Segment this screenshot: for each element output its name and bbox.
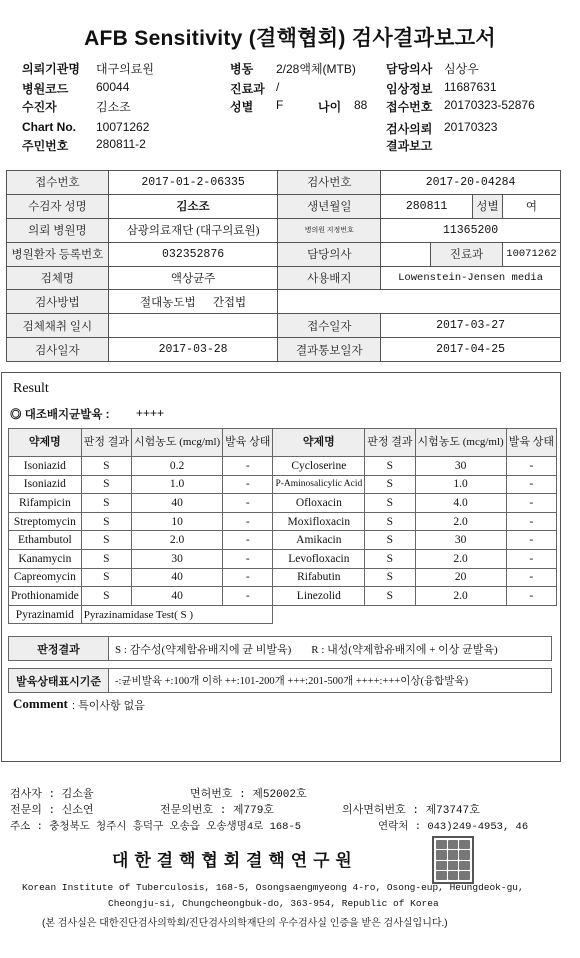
test-concentration: 2.0	[415, 512, 506, 531]
judge-result: S	[365, 531, 415, 550]
seal-stamp	[432, 836, 474, 884]
doctor-label: 담당의사	[386, 62, 433, 76]
address-english-1: Korean Institute of Tuberculosis, 168-5, Osongsaengmyeong 4-ro, Osong-eup, Heungdeok-gu,	[22, 882, 524, 893]
sex-label: 성별	[230, 100, 254, 114]
growth-status: -	[506, 475, 556, 494]
growth-status: -	[506, 531, 556, 550]
cell-label: 담당의사	[278, 242, 381, 266]
seal-mark	[459, 871, 470, 880]
chart-value: 10071262	[96, 120, 150, 134]
test-concentration: 30	[415, 531, 506, 550]
chart-label: Chart No.	[22, 120, 76, 134]
cell-label: 검체명	[7, 266, 109, 290]
growth-status: -	[223, 531, 273, 550]
drug-row	[9, 568, 557, 587]
spacer	[9, 661, 109, 669]
dept-value: /	[276, 80, 280, 94]
drug-row	[9, 531, 557, 550]
specialist-number: 전문의번호 : 제779호	[160, 805, 274, 817]
drug-row	[9, 457, 557, 476]
age-label: 나이	[318, 100, 342, 114]
growth-status: -	[223, 587, 273, 606]
pza-result: Pyrazinamidase Test( S )	[81, 605, 273, 624]
pza-name: Pyrazinamid	[9, 605, 82, 624]
cell-value: Lowenstein-Jensen media	[381, 266, 561, 290]
growth-criteria-text: -:균비발육 +:100개 이하 ++:101-200개 +++:201-500개 ++++:+++이상(융합발육)	[109, 669, 552, 693]
clinical-value: 11687631	[444, 80, 497, 94]
request-label: 검사의뢰	[386, 122, 433, 136]
test-concentration: 1.0	[415, 475, 506, 494]
drug-row	[9, 494, 557, 513]
rrn-value: 280811-2	[96, 137, 146, 151]
cell-label: 의뢰 병원명	[7, 218, 109, 242]
drug-name: Linezolid	[273, 587, 365, 606]
judge-result: S	[81, 568, 131, 587]
address: 주소 : 충청북도 청주시 흥덕구 오송읍 오송생명4로 168-5	[10, 821, 302, 833]
legend-box	[8, 636, 552, 693]
growth-status: -	[506, 494, 556, 513]
test-concentration: 0.2	[131, 457, 222, 476]
drug-row	[9, 549, 557, 568]
certification-note: (본 검사실은 대한진단검사의학회/진단검사의학재단의 우수검사실 인증을 받은 검사실입니다.)	[42, 918, 448, 929]
accept-value: 20170323-52876	[444, 98, 535, 112]
ward-label: 병동	[230, 62, 254, 76]
drug-name: Levofloxacin	[273, 549, 365, 568]
request-value: 20170323	[444, 120, 498, 134]
header-conc: 시험농도 (mcg/ml)	[131, 429, 222, 457]
cell-value: 2017-20-04284	[381, 171, 561, 195]
receiver-label: 수진자	[22, 100, 57, 114]
cell-value	[108, 314, 278, 338]
report-title: AFB Sensitivity (결핵협회) 검사결과보고서	[84, 27, 496, 50]
control-growth-label: ◎ 대조배지균발육 :	[10, 409, 110, 421]
method-indirect: 간접법	[212, 296, 247, 309]
cell-value: 2017-03-28	[108, 338, 278, 362]
test-concentration: 30	[131, 549, 222, 568]
code-value: 60044	[96, 80, 130, 94]
header-growth: 발육 상태	[506, 429, 556, 457]
cell-label: 병의원 지정번호	[278, 218, 381, 242]
drug-name: Cycloserine	[273, 457, 365, 476]
test-concentration: 2.0	[415, 587, 506, 606]
cell-value: 280811	[381, 194, 473, 218]
header-conc: 시험농도 (mcg/ml)	[415, 429, 506, 457]
receiver-value: 김소조	[96, 100, 131, 114]
cell-value: 삼광의료재단 (대구의료원)	[108, 218, 278, 242]
seal-mark	[448, 840, 459, 849]
judge-result: S	[365, 475, 415, 494]
result-table	[8, 428, 554, 624]
judge-result: S	[365, 494, 415, 513]
drug-row	[9, 475, 557, 494]
seal-mark	[459, 850, 470, 859]
header-drug: 약제명	[273, 429, 365, 457]
cell-label: 결과통보일자	[278, 338, 381, 362]
code-label: 병원코드	[22, 82, 69, 96]
cell-value: 여	[502, 194, 560, 218]
growth-status: -	[506, 568, 556, 587]
seal-mark	[436, 861, 447, 870]
growth-status: -	[223, 457, 273, 476]
seal-mark	[448, 850, 459, 859]
comment-text: : 특이사항 없음	[72, 700, 145, 712]
test-concentration: 2.0	[131, 531, 222, 550]
test-concentration: 30	[415, 457, 506, 476]
cell-value: 김소조	[108, 194, 278, 218]
doctor-value: 심상우	[444, 62, 479, 76]
drug-name: Kanamycin	[9, 549, 82, 568]
cell-label: 생년월일	[278, 194, 381, 218]
tester: 검사자 : 김소율	[10, 789, 94, 801]
sex-value: F	[276, 98, 284, 112]
drug-row	[9, 587, 557, 606]
cell-value	[108, 290, 278, 314]
cell-value: 2017-01-2-06335	[108, 171, 278, 195]
drug-name: Ofloxacin	[273, 494, 365, 513]
growth-criteria-label: 발육상태표시기준	[9, 669, 109, 693]
drug-name: Prothionamide	[9, 587, 82, 606]
seal-mark	[436, 850, 447, 859]
header-judge: 판정 결과	[365, 429, 415, 457]
cell-empty	[278, 290, 561, 314]
judge-result: S	[365, 512, 415, 531]
rrn-label: 주민번호	[22, 139, 69, 153]
org-value: 대구의료원	[96, 62, 154, 76]
drug-name: Rifabutin	[273, 568, 365, 587]
cell-label: 사용배지	[278, 266, 381, 290]
judge-result: S	[81, 549, 131, 568]
seal-mark	[459, 840, 470, 849]
judge-result: S	[81, 531, 131, 550]
test-concentration: 1.0	[131, 475, 222, 494]
judge-result: S	[365, 457, 415, 476]
growth-status: -	[506, 512, 556, 531]
test-concentration: 20	[415, 568, 506, 587]
drug-name: Moxifloxacin	[273, 512, 365, 531]
cell-value: 032352876	[108, 242, 278, 266]
address-english-2: Cheongju-si, Chungcheongbuk-do, 363-954, Republic of Korea	[108, 898, 439, 909]
cell-label: 접수일자	[278, 314, 381, 338]
cell-value: 11365200	[381, 218, 561, 242]
cell-label: 검사번호	[278, 171, 381, 195]
seal-mark	[436, 840, 447, 849]
cell-label: 병원환자 등록번호	[7, 242, 109, 266]
tester-license: 면허번호 : 제52002호	[190, 789, 307, 801]
specialist: 전문의 : 신소연	[10, 805, 94, 817]
judge-result: S	[365, 549, 415, 568]
seal-mark	[448, 861, 459, 870]
spacer	[109, 661, 552, 669]
age-value: 88	[354, 98, 368, 112]
org-label: 의뢰기관명	[22, 62, 80, 76]
test-concentration: 40	[131, 568, 222, 587]
test-concentration: 4.0	[415, 494, 506, 513]
result-report-label: 결과보고	[386, 139, 433, 153]
drug-name: Amikacin	[273, 531, 365, 550]
doctor-license: 의사면허번호 : 제73747호	[342, 805, 480, 817]
test-concentration: 10	[131, 512, 222, 531]
judge-text	[109, 637, 552, 661]
cell-value: 2017-03-27	[381, 314, 561, 338]
growth-status: -	[223, 475, 273, 494]
judge-result: S	[81, 494, 131, 513]
judge-s: S : 감수성(약제함유배지에 균 비발육)	[115, 643, 292, 656]
judge-result: S	[81, 587, 131, 606]
growth-status: -	[506, 457, 556, 476]
growth-status: -	[223, 568, 273, 587]
cell-label: 접수번호	[7, 171, 109, 195]
cell-label: 검사방법	[7, 290, 109, 314]
contact: 연락처 : 043)249-4953, 46	[378, 821, 529, 833]
test-concentration: 40	[131, 587, 222, 606]
cell-value: 10071262	[502, 242, 560, 266]
judge-result: S	[365, 587, 415, 606]
growth-status: -	[223, 549, 273, 568]
cell-label: 검체채취 일시	[7, 314, 109, 338]
header-judge: 판정 결과	[81, 429, 131, 457]
drug-name: Isoniazid	[9, 457, 82, 476]
clinical-label: 임상정보	[386, 82, 433, 96]
header-drug: 약제명	[9, 429, 82, 457]
control-growth-value: ++++	[136, 406, 165, 420]
judge-result: S	[81, 512, 131, 531]
drug-name: Ethambutol	[9, 531, 82, 550]
seal-mark	[436, 871, 447, 880]
patient-info-table	[6, 170, 561, 362]
judge-r: R : 내성(약제함유배지에 + 이상 균발육)	[311, 643, 498, 656]
cell-label: 수검자 성명	[7, 194, 109, 218]
growth-status: -	[506, 549, 556, 568]
cell-label: 진료과	[431, 242, 503, 266]
cell-label: 성별	[473, 194, 503, 218]
growth-status: -	[223, 512, 273, 531]
dept-label: 진료과	[230, 82, 265, 96]
seal-mark	[448, 871, 459, 880]
cell-value: 액상균주	[108, 266, 278, 290]
method-absolute: 절대농도법	[140, 296, 196, 309]
judge-label: 판정결과	[9, 637, 109, 661]
judge-result: S	[81, 457, 131, 476]
drug-name: Capreomycin	[9, 568, 82, 587]
judge-result: S	[365, 568, 415, 587]
growth-status: -	[506, 587, 556, 606]
pza-empty	[273, 605, 557, 624]
header-growth: 발육 상태	[223, 429, 273, 457]
drug-row	[9, 512, 557, 531]
cell-value	[381, 242, 431, 266]
drug-name: Streptomycin	[9, 512, 82, 531]
cell-label: 검사일자	[7, 338, 109, 362]
drug-name: Isoniazid	[9, 475, 82, 494]
drug-name: P-Aminosalicylic Acid	[273, 475, 365, 494]
growth-status: -	[223, 494, 273, 513]
ward-value: 2/28액체(MTB)	[276, 62, 356, 76]
seal-mark	[459, 861, 470, 870]
cell-value: 2017-04-25	[381, 338, 561, 362]
drug-name: Rifampicin	[9, 494, 82, 513]
test-concentration: 40	[131, 494, 222, 513]
judge-result: S	[81, 475, 131, 494]
accept-label: 접수번호	[386, 100, 433, 114]
institute-name: 대 한 결 핵 협 회 결 핵 연 구 원	[112, 851, 352, 871]
result-heading: Result	[13, 381, 49, 396]
comment-label: Comment	[13, 696, 68, 711]
test-concentration: 2.0	[415, 549, 506, 568]
